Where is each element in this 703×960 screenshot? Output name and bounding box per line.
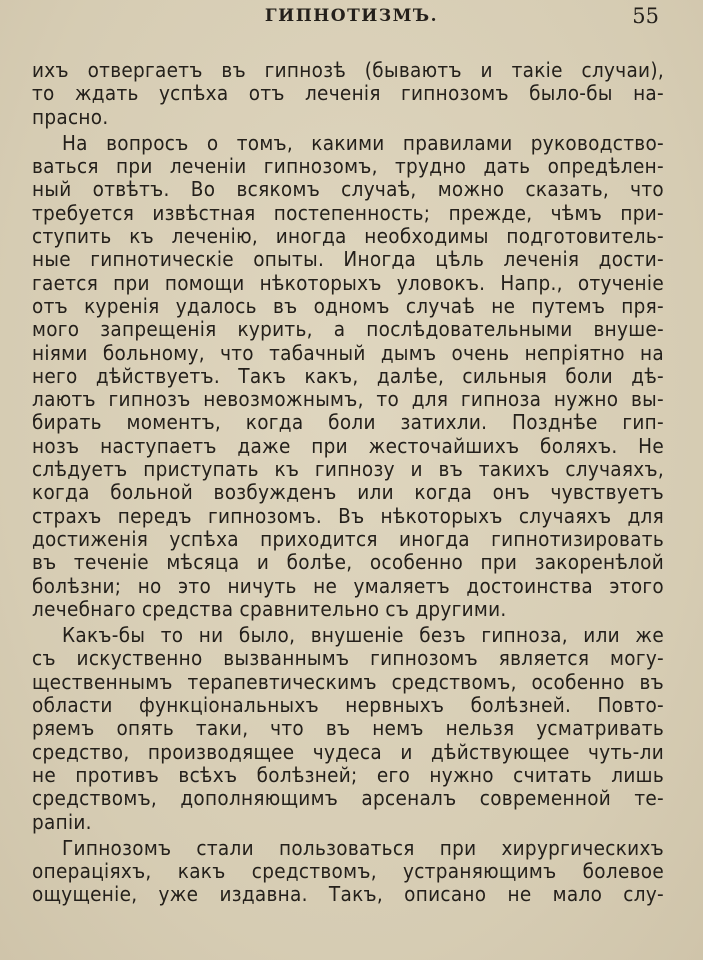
page-number: 55: [632, 4, 659, 28]
text-line: въ теченіе мѣсяца и болѣе, особенно при закоренѣлой: [32, 551, 664, 575]
text-line: слѣдуетъ приступать къ гипнозу и въ такихъ случаяхъ,: [32, 458, 664, 482]
text-line: не противъ всѣхъ болѣзней; его нужно считать лишь: [32, 763, 664, 787]
text-line: области функціональныхъ нервныхъ болѣзней. Повто-: [32, 694, 664, 718]
text-line: требуется извѣстная постепенность; прежде, чѣмъ при-: [32, 201, 664, 225]
text-line: него дѣйствуетъ. Такъ какъ, далѣе, сильныя боли дѣ-: [32, 364, 664, 388]
text-line: то ждать успѣха отъ леченія гипнозомъ было-бы на-: [32, 82, 664, 106]
text-line: страхъ передъ гипнозомъ. Въ нѣкоторыхъ случаяхъ для: [32, 504, 664, 528]
text-line: гается при помощи нѣкоторыхъ уловокъ. Напр., отученіе: [32, 271, 664, 295]
text-line: отъ куренія удалось въ одномъ случаѣ не путемъ пря-: [32, 294, 664, 318]
text-line: лечебнаго средства сравнительно съ другими.: [32, 597, 507, 621]
text-line: съ искуственно вызваннымъ гипнозомъ является могу-: [32, 647, 664, 671]
paragraph-2: [32, 132, 664, 621]
body-text: [32, 59, 664, 907]
text-line: ощущеніе, уже издавна. Такъ, описано не мало слу-: [32, 883, 664, 907]
paragraph-3: [32, 624, 664, 834]
text-line: ряемъ опять таки, что въ немъ нельзя усматривать: [32, 717, 664, 741]
text-line: достиженія успѣха приходится иногда гипнотизировать: [32, 527, 664, 551]
text-line: лаютъ гипнозъ невозможнымъ, то для гипноза нужно вы-: [32, 388, 664, 412]
text-line: бирать моментъ, когда боли затихли. Позднѣе гип-: [32, 411, 664, 435]
text-line: Гипнозомъ стали пользоваться при хирургическихъ: [62, 836, 664, 860]
text-line: ихъ отвергаетъ въ гипнозѣ (бываютъ и такіе случаи),: [32, 59, 664, 82]
paragraph-4: [32, 837, 664, 907]
text-line: операціяхъ, какъ средствомъ, устраняющимъ болевое: [32, 860, 664, 884]
text-line: когда больной возбужденъ или когда онъ чувствуетъ: [32, 481, 664, 505]
text-line: ніями больному, что табачный дымъ очень непріятно на: [32, 341, 664, 365]
text-line: нозъ наступаетъ даже при жесточайшихъ боляхъ. Не: [32, 434, 664, 458]
text-line: ступить къ леченію, иногда необходимы подготовитель-: [32, 225, 664, 249]
text-line: рапіи.: [32, 810, 92, 834]
text-line: болѣзни; но это ничуть не умаляетъ достоинства этого: [32, 574, 664, 598]
paragraph-1: [32, 59, 664, 129]
running-header-title: ГИПНОТИЗМЪ.: [264, 6, 439, 26]
text-line: ные гипнотическіе опыты. Иногда цѣль леченія дости-: [32, 248, 664, 272]
text-line: На вопросъ о томъ, какими правилами руководство-: [62, 131, 664, 155]
text-line: мого запрещенія курить, а послѣдовательными внуше-: [32, 318, 664, 342]
text-line: средство, производящее чудеса и дѣйствующее чуть-ли: [32, 740, 664, 764]
text-line: средствомъ, дополняющимъ арсеналъ современной те-: [32, 787, 664, 811]
text-line: щественнымъ терапевтическимъ средствомъ, особенно въ: [32, 670, 664, 694]
text-line: Какъ-бы то ни было, внушеніе безъ гипноза, или же: [62, 624, 664, 648]
text-line: ваться при леченіи гипнозомъ, трудно дать опредѣлен-: [32, 155, 664, 179]
text-line: прасно.: [32, 105, 109, 129]
text-line: ный отвѣтъ. Во всякомъ случаѣ, можно сказать, что: [32, 178, 664, 202]
